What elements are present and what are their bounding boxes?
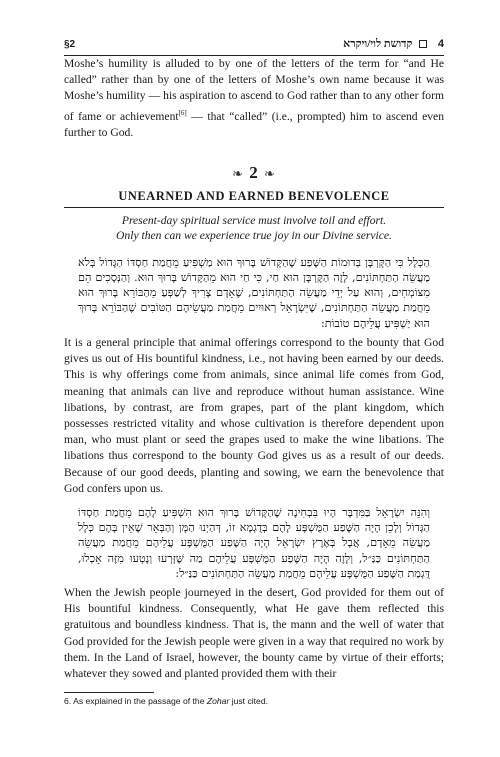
section-number: 2: [249, 162, 259, 182]
footnote-ref: [6]: [178, 108, 187, 117]
hebrew-passage-1: הַכְּלָל כִּי הַקָּרְבָּן בְּדוּמוֹת הַשֶּׁפַע שֶׁהַקָּדוֹשׁ בָּרוּךְ הוּא מַשְׁפִּיעַ מֵחֲמַת חַסְדּוֹ הַגָּדוֹל בְּלֹא מַעֲשֵׂה הַתַּחְתּוֹנִים, לָזֶה הַקָּרְבָּן הוּא חַי, כִּי חַי הוּא מֵהַקָּדוֹשׁ בָּרוּךְ הוּא. וְהַנְּסָכִים הֵם מִצּוֹמְחִים, וְהוּא עַל יְדֵי מַעֲשֵׂה הַתַּחְתּוֹנִים, שֶׁאָדָם צָרִיךְ לְשַׁפְּעַ מֵהַבּוֹרֵא בָּרוּךְ הוּא מֵחֲמַת מַעֲשֵׂה הַתַּחְתּוֹנִים, שֶׁיִּשְׂרָאֵל רְאוּיִים מֵחֲמַת מַעֲשֵׂיהֶם הַטּוֹבִים שֶׁהַבּוֹרֵא בָּרוּךְ הוּא יַשְׁפִּיעַ עֲלֵיהֶם טוֹבוֹת:: [78, 255, 430, 330]
ornament-left-icon: ❧: [232, 165, 244, 181]
english-paragraph-2: When the Jewish people journeyed in the desert, God provided for them out of His bountiful kindness. Consequently, what He gave them reflected this gratuitous and boundless kindness. That is, the mann and the well of water that God provided for the Jewish people were given in a way that required no work by them. In the Land of Israel, however, the bounty came by virtue of their efforts; whatever they sowed and planted provided them with their: [64, 585, 444, 680]
footnote-text: As explained in the passage of the: [71, 696, 207, 707]
page: [64, 38, 444, 706]
footnote-divider: [64, 692, 154, 693]
book-title: קדושת לוי/ויקרא: [343, 38, 413, 50]
footnote: [64, 696, 444, 706]
footnote-number: 6.: [64, 696, 72, 707]
intro-paragraph: [64, 56, 444, 141]
footnote-text-end: just cited.: [229, 696, 269, 707]
running-header: [64, 38, 444, 56]
hebrew-passage-2: וְהִנֵּה יִשְׂרָאֵל בַּמִּדְבָּר הָיוּ בִּבְחִינָה שֶׁהַקָּדוֹשׁ בָּרוּךְ הוּא הִשְׁפִּיעַ לָהֶם מֵחֲמַת חַסְדּוֹ הַגָּדוֹל וְלָכֵן הָיָה הַשֶּׁפַע הַמֻּשְׁפָּע לָהֶם בְּדֻגְמָא זוֹ, דְּהַיְנוּ הַמָּן וְהַבְּאֵר שֶׁאֵין בָּהֶם כְּלָל מַעֲשֵׂה מֵאָדָם, אֲבָל בְּאֶרֶץ יִשְׂרָאֵל הָיָה הַשֶּׁפַע הַמֻּשְׁפָּע עֲלֵיהֶם מֵחֲמַת מַעֲשֵׂה הַתַּחְתּוֹנִים כַּנַּ״ל, וְלָזֶה הָיָה הַשֶּׁפַע הַמֻּשְׁפָּע עֲלֵיהֶם מַה שֶּׁזָּרְעוּ וְנָטְעוּ מִזֶּה אָכְלוּ, דֻּגְמַת הַשֶּׁפַע הַמֻּשְׁפָּע עֲלֵיהֶם מֵחֲמַת מַעֲשֵׂה הַתַּחְתּוֹנִים כַּנַּ״ל:: [78, 505, 430, 580]
ornament-right-icon: ❧: [264, 165, 276, 181]
book-title-header: [343, 38, 444, 50]
intro-text-end: — that “called” (i.e., prompted) him to ascend even further to God.: [64, 109, 444, 139]
english-paragraph-1: It is a general principle that animal offerings correspond to the bounty that God gives us out of His bountiful kindness, i.e., not having been earned by our deeds. This is why offerings come from animals, since animal life comes from God, meaning that animals can live and reproduce without human assistance. Wine libations, by contrast, are from grapes, part of the plant kingdom, which possesses restricted vitality and whose cultivation is therefore dependent upon man, who must plant or seed the grapes used to make the wine libations. The libations thus correspond to the bounty God gives us as a result of our deeds. Because of our good deeds, planting and sowing, we earn the benevolence that God confers upon us.: [64, 335, 444, 495]
footnote-book-title: Zohar: [206, 696, 230, 707]
intro-text: Moshe’s humility is alluded to by one of the letters of the term for “and He called” rather than by one of the letters of Moshe’s own name because it was Moshe’s humility — his aspiration to ascend to God rather than to any other form of fame or achievement: [64, 57, 444, 123]
section-subtitle: [64, 213, 444, 243]
section-title: UNEARNED AND EARNED BENEVOLENCE: [64, 189, 444, 208]
subtitle-line-2: Only then can we experience true joy in our Divine service.: [116, 228, 392, 242]
square-ornament-icon: [419, 40, 427, 48]
subtitle-line-1: Present-day spiritual service must involve toil and effort.: [121, 213, 387, 227]
section-marker: §2: [64, 39, 76, 50]
section-number-heading: [64, 163, 444, 183]
page-number: 4: [437, 38, 444, 50]
